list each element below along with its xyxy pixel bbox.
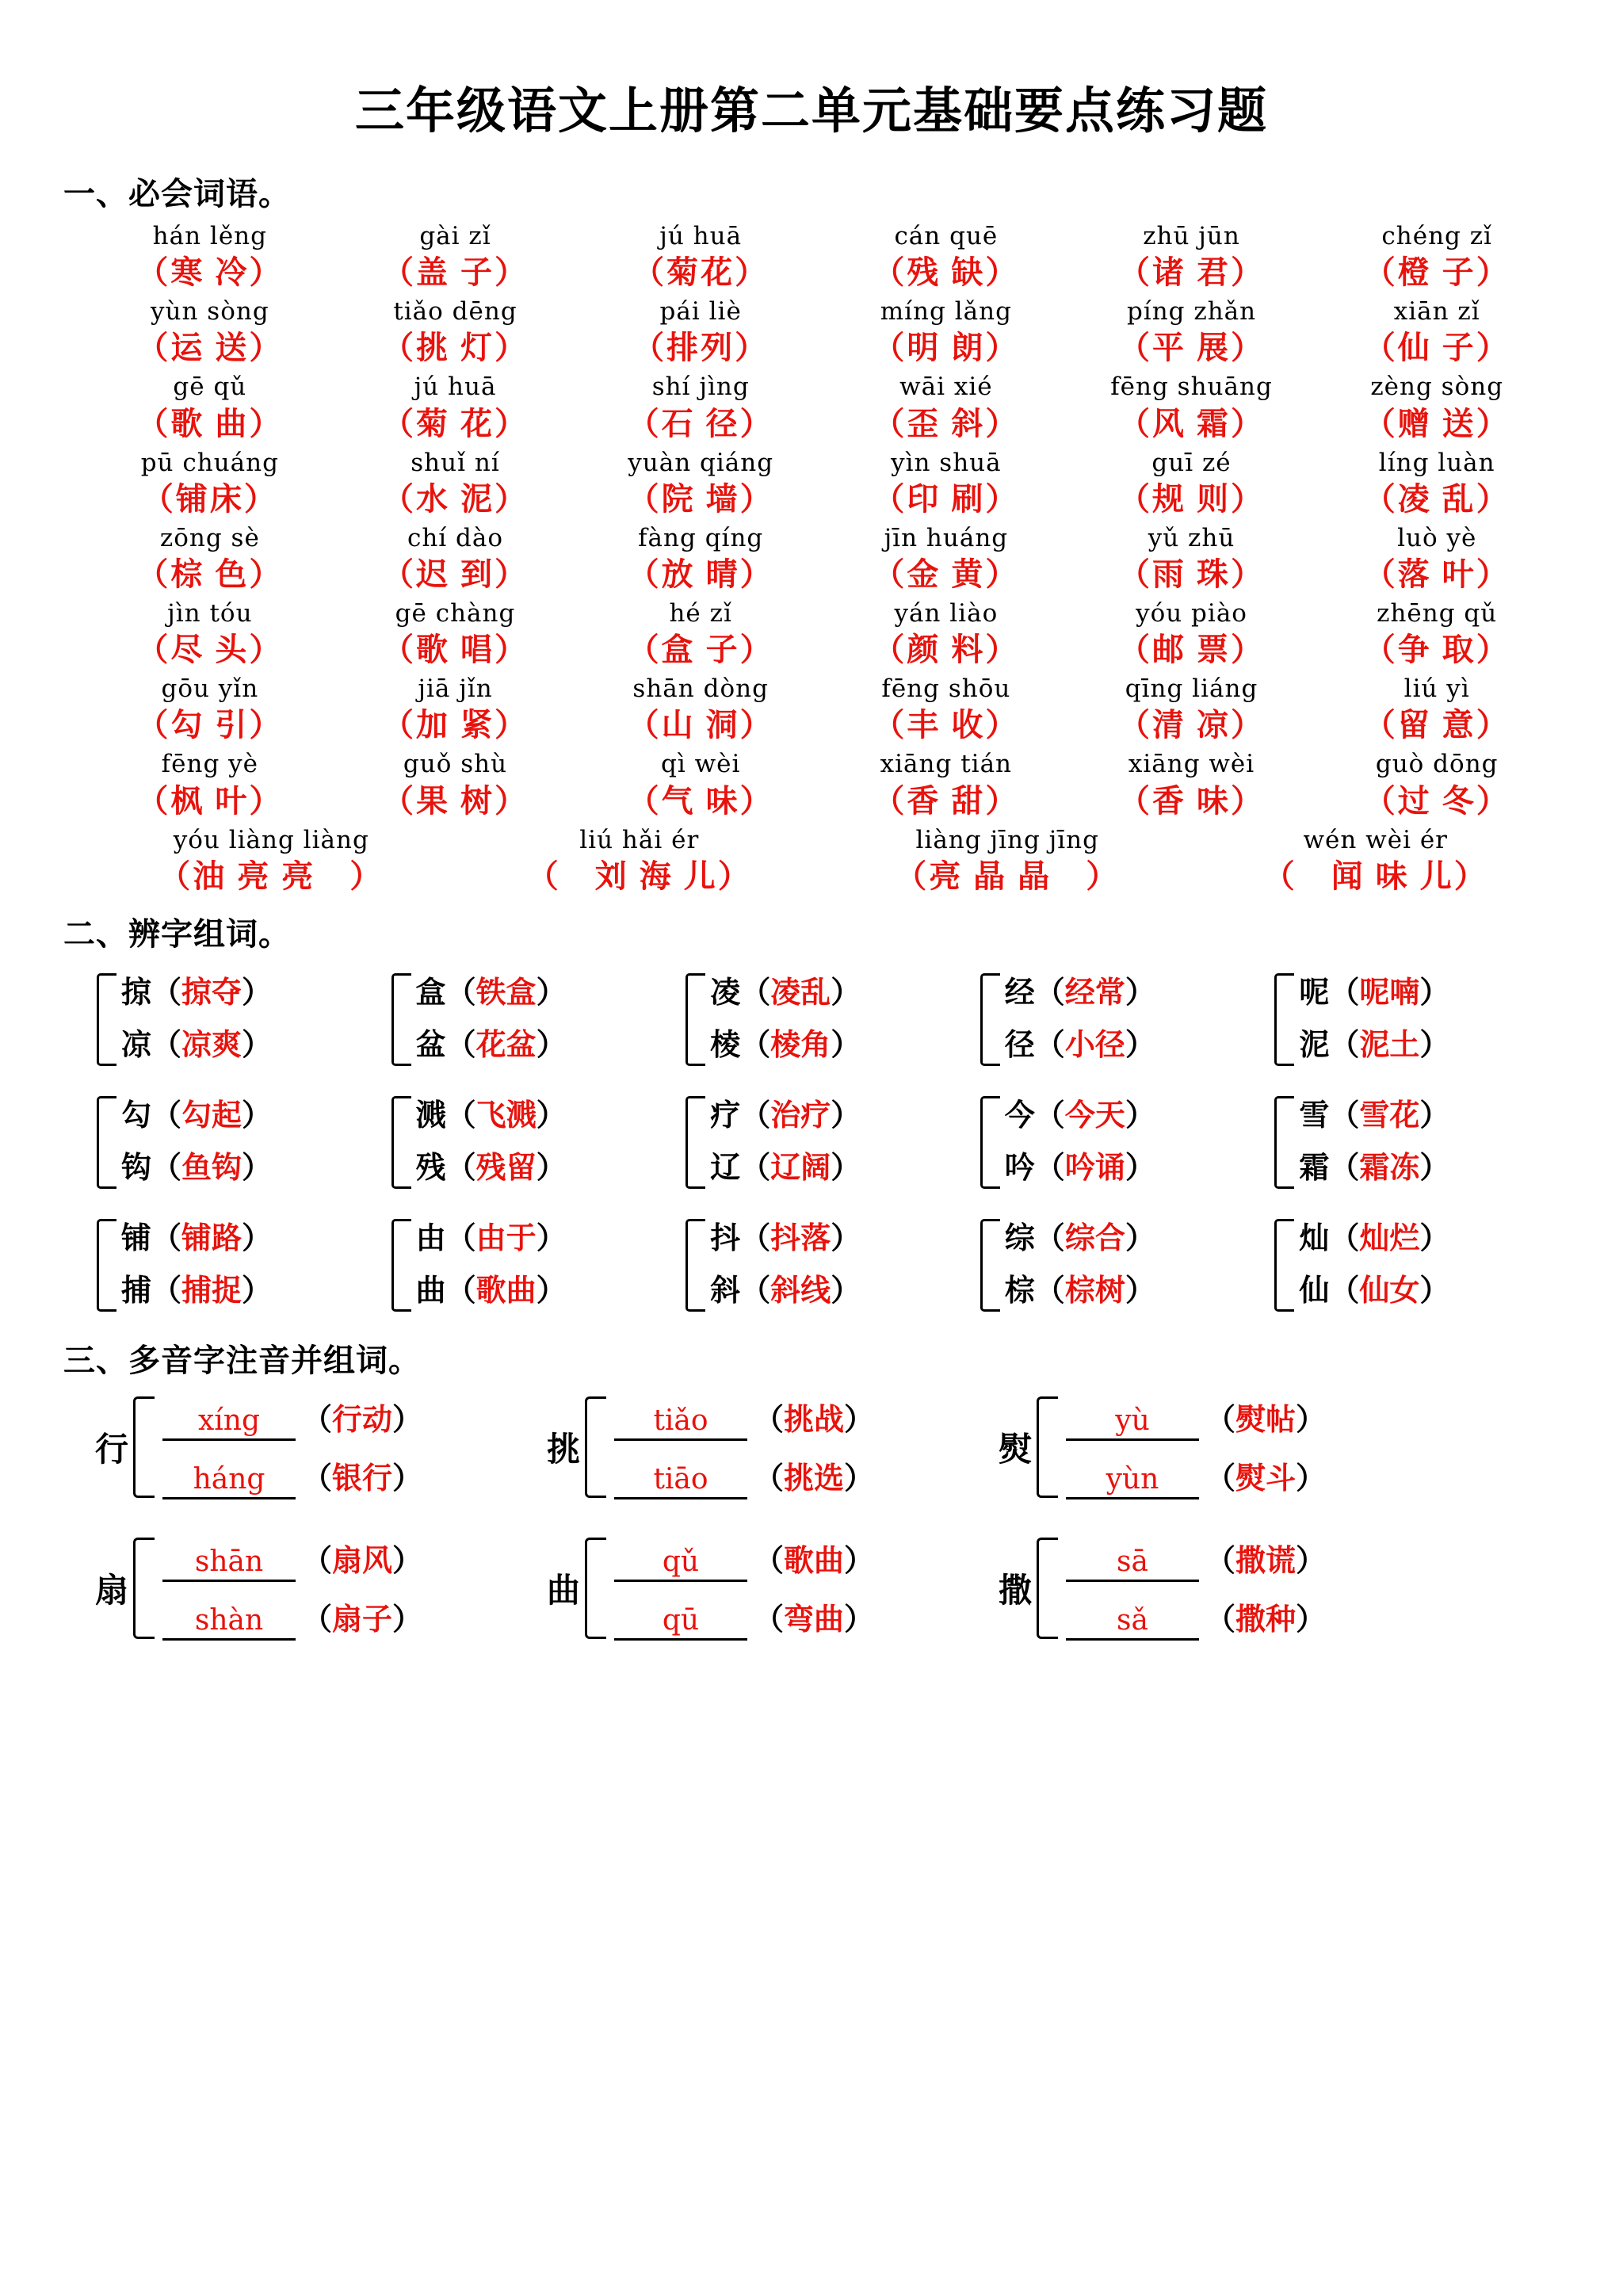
brace-icon <box>1274 973 1294 1066</box>
word-cell <box>1069 297 1315 369</box>
polyphone-line <box>162 1395 422 1441</box>
char-pair-line: 溅（飞溅） <box>415 1098 567 1133</box>
answer-text: （院 墙） <box>627 480 774 517</box>
answer-text: （枫 叶） <box>136 782 284 819</box>
word-cell <box>333 449 579 521</box>
word-cell <box>1192 826 1560 898</box>
pinyin-text: líng luàn <box>1378 448 1495 477</box>
pinyin-blank[interactable]: háng <box>162 1463 296 1499</box>
pinyin-text: jìn tóu <box>167 598 253 628</box>
char-pair-line: 凉（凉爽） <box>121 1029 273 1063</box>
answer-text: （盖 子） <box>382 254 529 291</box>
word-cell <box>823 599 1069 671</box>
char-pair-group <box>979 967 1274 1072</box>
char-pair-line: 由（由于） <box>415 1221 567 1255</box>
polyphone-char: 扇 <box>95 1572 129 1610</box>
section-heading-three: 三、多音字注音并组词。 <box>63 1342 421 1378</box>
char-pair-line: 径（小径） <box>1004 1029 1155 1063</box>
pinyin-text: yùn sòng <box>150 297 269 327</box>
char-pair-line: 斜（斜线） <box>710 1274 861 1308</box>
pinyin-text: fàng qíng <box>638 523 764 552</box>
char-pair-group <box>979 1090 1274 1195</box>
word-row <box>87 599 1560 671</box>
pinyin-blank[interactable]: yù <box>1066 1404 1199 1441</box>
char-pair-line: 经（经常） <box>1004 976 1155 1010</box>
pinyin-blank[interactable]: xíng <box>162 1404 296 1441</box>
word-row <box>87 524 1560 596</box>
answer-text: （棕 色） <box>136 556 284 592</box>
pinyin-text: yìn shuā <box>891 448 1002 477</box>
answer-text: （歌 曲） <box>136 405 284 441</box>
word-cell <box>578 449 823 521</box>
brace-icon <box>97 1096 116 1189</box>
char-pair-line: 抖（抖落） <box>710 1221 861 1255</box>
pinyin-blank[interactable]: qū <box>614 1604 747 1641</box>
word-cell <box>1314 222 1560 294</box>
char-pair-line: 呢（呢喃） <box>1299 976 1450 1010</box>
word-cell <box>1314 297 1560 369</box>
section-heading-one: 一、必会词语。 <box>63 176 291 212</box>
answer-text: （仙 子） <box>1363 330 1510 366</box>
brace-icon <box>585 1538 606 1639</box>
pinyin-blank[interactable]: tiǎo <box>614 1404 747 1441</box>
pinyin-text: liàng jīng jīng <box>915 825 1099 854</box>
polyphone-line <box>1066 1536 1326 1582</box>
brace-icon <box>980 1219 1000 1312</box>
answer-text: （颜 料） <box>873 632 1020 668</box>
answer-text: （石 径） <box>627 405 774 441</box>
char-pairs-block <box>55 967 1568 1318</box>
answer-text: （规 则） <box>1118 480 1266 517</box>
answer-text: （橙 子） <box>1363 254 1510 291</box>
pinyin-text: yán liào <box>894 598 999 628</box>
char-pair-group <box>979 1213 1274 1318</box>
polyphone-word: （撒谎） <box>1205 1544 1327 1578</box>
answer-text: （水 泥） <box>382 480 529 517</box>
polyphone-word: （银行） <box>302 1461 423 1496</box>
pinyin-text: fēng shuāng <box>1110 372 1273 402</box>
char-pair-group <box>390 1090 685 1195</box>
char-pair-line: 钩（鱼钩） <box>121 1152 273 1186</box>
char-pair-line: 棱（棱角） <box>710 1029 861 1063</box>
polyphone-word: （挑战） <box>754 1403 875 1437</box>
polyphone-line <box>614 1536 874 1582</box>
answer-text: （落 叶） <box>1363 556 1510 592</box>
pinyin-text: yóu piào <box>1136 598 1247 628</box>
char-pair-line: 捕（捕捉） <box>121 1274 273 1308</box>
answer-text: （菊花） <box>632 254 769 291</box>
section-heading-two: 二、辨字组词。 <box>63 915 291 952</box>
polyphone-word: （撒种） <box>1205 1603 1327 1637</box>
polyphone-word: （熨帖） <box>1205 1403 1327 1437</box>
answer-text: （放 晴） <box>627 556 774 592</box>
answer-text: （丰 收） <box>873 707 1020 743</box>
pinyin-text: jú huā <box>414 372 497 402</box>
pinyin-text: yǔ zhū <box>1148 523 1235 552</box>
word-row-wide <box>87 826 1560 898</box>
char-pair-line: 灿（灿烂） <box>1299 1221 1450 1255</box>
pinyin-text: liú yì <box>1403 674 1470 704</box>
brace-icon <box>391 973 411 1066</box>
word-cell <box>578 750 823 822</box>
word-cell <box>1069 222 1315 294</box>
polyphone-line <box>162 1536 422 1582</box>
word-cell <box>87 599 333 671</box>
polyphone-line <box>1066 1595 1326 1641</box>
pinyin-text: zōng sè <box>159 523 260 552</box>
pinyin-text: luò yè <box>1397 523 1477 552</box>
word-row <box>87 372 1560 445</box>
polyphone-char: 行 <box>95 1431 129 1469</box>
polyphone-word: （行动） <box>302 1403 423 1437</box>
pinyin-text: wāi xié <box>899 372 993 402</box>
pinyin-blank[interactable]: shān <box>162 1545 296 1582</box>
char-pair-group <box>1273 967 1568 1072</box>
answer-text: （油 亮 亮 ） <box>158 858 384 894</box>
answer-text: （盒 子） <box>627 632 774 668</box>
pinyin-text: shān dòng <box>632 674 769 704</box>
polyphone-group <box>999 1389 1450 1506</box>
char-pair-line: 凌（凌乱） <box>710 976 861 1010</box>
polyphone-word: （弯曲） <box>754 1603 875 1637</box>
brace-icon <box>97 1219 116 1312</box>
polyphone-line <box>162 1595 422 1641</box>
pinyin-text: guǒ shù <box>403 750 508 779</box>
char-pair-line: 盒（铁盒） <box>415 976 567 1010</box>
word-cell <box>578 222 823 294</box>
char-pair-line: 曲（歌曲） <box>415 1274 567 1308</box>
polyphone-row <box>95 1530 1568 1647</box>
char-pair-line: 吟（吟诵） <box>1004 1152 1155 1186</box>
polyphone-line <box>614 1395 874 1441</box>
pinyin-blank[interactable]: yùn <box>1066 1463 1199 1499</box>
answer-text: （清 凉） <box>1118 707 1266 743</box>
word-cell <box>333 524 579 596</box>
char-pair-group <box>390 1213 685 1318</box>
page-title: 三年级语文上册第二单元基础要点练习题 <box>354 85 1268 139</box>
polyphone-word: （歌曲） <box>754 1544 875 1578</box>
polyphone-word: （挑选） <box>754 1461 875 1496</box>
pinyin-text: cán quē <box>894 222 999 250</box>
pinyin-text: míng lǎng <box>880 297 1012 327</box>
brace-icon <box>133 1538 155 1639</box>
word-cell <box>87 750 333 822</box>
word-cell <box>456 826 824 898</box>
char-pair-line: 棕（棕树） <box>1004 1274 1155 1308</box>
word-cell <box>578 297 823 369</box>
answer-text: （印 刷） <box>873 480 1020 517</box>
char-pair-line: 综（综合） <box>1004 1221 1155 1255</box>
pinyin-blank[interactable]: qǔ <box>614 1545 747 1582</box>
brace-icon <box>1274 1096 1294 1189</box>
word-grid <box>55 222 1568 898</box>
word-cell <box>87 297 333 369</box>
char-pair-line: 掠（掠夺） <box>121 976 273 1010</box>
brace-icon <box>1274 1219 1294 1312</box>
brace-icon <box>980 1096 1000 1189</box>
char-pair-line: 辽（辽阔） <box>710 1152 861 1186</box>
pinyin-text: píng zhǎn <box>1126 297 1257 327</box>
word-cell <box>1069 372 1315 445</box>
pinyin-text: xiāng wèi <box>1128 750 1255 779</box>
polyphone-block <box>55 1389 1568 1647</box>
word-cell <box>1069 449 1315 521</box>
polyphone-line <box>1066 1454 1326 1499</box>
brace-icon <box>97 973 116 1066</box>
brace-icon <box>685 1219 705 1312</box>
pinyin-text: gōu yǐn <box>161 674 259 704</box>
answer-text: （邮 票） <box>1118 632 1266 668</box>
word-row <box>87 222 1560 294</box>
word-cell <box>1314 599 1560 671</box>
char-pair-group <box>684 967 979 1072</box>
answer-text: （加 紧） <box>382 707 529 743</box>
answer-text: （寒 冷） <box>136 254 284 291</box>
word-cell <box>823 449 1069 521</box>
word-row <box>87 449 1560 521</box>
brace-icon <box>133 1396 155 1498</box>
pinyin-text: chéng zǐ <box>1381 222 1492 250</box>
char-pairs-row <box>95 1213 1568 1318</box>
pinyin-text: gē qǔ <box>173 372 247 402</box>
char-pairs-row <box>95 967 1568 1072</box>
word-cell <box>1314 372 1560 445</box>
word-cell <box>1069 524 1315 596</box>
answer-text: （铺床） <box>141 480 278 517</box>
word-row <box>87 297 1560 369</box>
word-cell <box>333 750 579 822</box>
answer-text: （果 树） <box>382 782 529 819</box>
word-cell <box>333 674 579 747</box>
char-pair-line: 今（今天） <box>1004 1098 1155 1133</box>
pinyin-text: shuǐ ní <box>411 448 500 477</box>
answer-text: （香 味） <box>1118 782 1266 819</box>
pinyin-text: fēng yè <box>161 750 258 779</box>
pinyin-text: yóu liàng liàng <box>173 825 369 854</box>
answer-text: （雨 珠） <box>1118 556 1266 592</box>
answer-text: （歪 斜） <box>873 405 1020 441</box>
pinyin-text: jiā jǐn <box>418 674 493 704</box>
char-pair-group <box>95 967 390 1072</box>
word-row <box>87 750 1560 822</box>
pinyin-text: gē chàng <box>395 598 516 628</box>
char-pair-group <box>390 967 685 1072</box>
polyphone-char: 曲 <box>547 1572 581 1610</box>
answer-text: （平 展） <box>1118 330 1266 366</box>
word-cell <box>87 674 333 747</box>
answer-text: （歌 唱） <box>382 632 529 668</box>
char-pair-line: 霜（霜冻） <box>1299 1152 1450 1186</box>
word-cell <box>578 599 823 671</box>
word-cell <box>823 524 1069 596</box>
word-cell <box>1069 674 1315 747</box>
polyphone-word: （扇风） <box>302 1544 423 1578</box>
answer-text: （明 朗） <box>873 330 1020 366</box>
brace-icon <box>585 1396 606 1498</box>
word-cell <box>333 599 579 671</box>
pinyin-blank[interactable]: sā <box>1066 1545 1199 1582</box>
pinyin-text: xiāng tián <box>880 750 1013 779</box>
char-pair-group <box>684 1213 979 1318</box>
answer-text: （香 甜） <box>873 782 1020 819</box>
word-cell <box>823 297 1069 369</box>
pinyin-text: hé zǐ <box>669 598 732 628</box>
polyphone-char: 熨 <box>999 1431 1033 1469</box>
answer-text: （诸 君） <box>1118 254 1266 291</box>
word-cell <box>1314 449 1560 521</box>
answer-text: （菊 花） <box>382 405 529 441</box>
polyphone-group <box>547 1530 999 1647</box>
word-cell <box>1314 674 1560 747</box>
answer-text: （ 刘 海 儿） <box>526 858 752 894</box>
pinyin-text: guò dōng <box>1375 750 1499 779</box>
brace-icon <box>391 1096 411 1189</box>
word-cell <box>1314 750 1560 822</box>
char-pair-line: 泥（泥土） <box>1299 1029 1450 1063</box>
char-pair-group <box>1273 1090 1568 1195</box>
pinyin-text: shí jìng <box>651 372 750 402</box>
brace-icon <box>391 1219 411 1312</box>
char-pair-group <box>684 1090 979 1195</box>
pinyin-text: tiǎo dēng <box>393 297 517 327</box>
char-pair-line: 勾（勾起） <box>121 1098 273 1133</box>
char-pair-line: 雪（雪花） <box>1299 1098 1450 1133</box>
word-cell <box>578 372 823 445</box>
answer-text: （气 味） <box>627 782 774 819</box>
pinyin-text: pū chuáng <box>140 448 279 477</box>
pinyin-text: wén wèi ér <box>1303 825 1448 854</box>
polyphone-char: 挑 <box>547 1431 581 1469</box>
word-cell <box>578 674 823 747</box>
answer-text: （挑 灯） <box>382 330 529 366</box>
char-pair-line: 铺（铺路） <box>121 1221 273 1255</box>
word-cell <box>823 826 1192 898</box>
word-cell <box>823 372 1069 445</box>
word-cell <box>823 222 1069 294</box>
pinyin-text: qì wèi <box>660 750 741 779</box>
pinyin-text: zhū jūn <box>1143 222 1240 250</box>
word-cell <box>1069 750 1315 822</box>
word-cell <box>823 674 1069 747</box>
pinyin-text: liú hǎi ér <box>579 825 700 854</box>
answer-text: （尽 头） <box>136 632 284 668</box>
pinyin-text: chí dào <box>407 523 504 552</box>
polyphone-line <box>1066 1395 1326 1441</box>
word-cell <box>1069 599 1315 671</box>
char-pair-group <box>1273 1213 1568 1318</box>
pinyin-text: yuàn qiáng <box>628 448 774 477</box>
word-cell <box>1314 524 1560 596</box>
answer-text: （过 冬） <box>1363 782 1510 819</box>
polyphone-line <box>614 1595 874 1641</box>
polyphone-group <box>547 1389 999 1506</box>
answer-text: （亮 晶 晶 ） <box>895 858 1121 894</box>
polyphone-row <box>95 1389 1568 1506</box>
answer-text: （争 取） <box>1363 632 1510 668</box>
answer-text: （排列） <box>632 330 769 366</box>
word-cell <box>333 372 579 445</box>
char-pair-line: 盆（花盆） <box>415 1029 567 1063</box>
pinyin-blank[interactable]: shàn <box>162 1604 296 1641</box>
pinyin-text: hán lěng <box>152 222 267 250</box>
pinyin-text: zèng sòng <box>1370 372 1504 402</box>
answer-text: （残 缺） <box>873 254 1020 291</box>
char-pair-group <box>95 1090 390 1195</box>
char-pair-line: 仙（仙女） <box>1299 1274 1450 1308</box>
pinyin-text: zhēng qǔ <box>1377 598 1498 628</box>
brace-icon <box>685 973 705 1066</box>
pinyin-text: gài zǐ <box>419 222 491 250</box>
char-pair-line: 疗（治疗） <box>710 1098 861 1133</box>
answer-text: （运 送） <box>136 330 284 366</box>
brace-icon <box>980 973 1000 1066</box>
pinyin-blank[interactable]: tiāo <box>614 1463 747 1499</box>
polyphone-group <box>95 1530 547 1647</box>
word-cell <box>578 524 823 596</box>
answer-text: （ 闻 味 儿） <box>1262 858 1488 894</box>
pinyin-text: guī zé <box>1151 448 1232 477</box>
word-cell <box>333 222 579 294</box>
pinyin-text: jú huā <box>659 222 743 250</box>
answer-text: （金 黄） <box>873 556 1020 592</box>
word-cell <box>87 524 333 596</box>
answer-text: （山 洞） <box>627 707 774 743</box>
polyphone-line <box>162 1454 422 1499</box>
brace-icon <box>685 1096 705 1189</box>
word-cell <box>333 297 579 369</box>
char-pairs-row <box>95 1090 1568 1195</box>
word-cell <box>823 750 1069 822</box>
brace-icon <box>1037 1396 1058 1498</box>
pinyin-text: qīng liáng <box>1125 674 1258 704</box>
answer-text: （凌 乱） <box>1363 480 1510 517</box>
word-cell <box>87 222 333 294</box>
answer-text: （留 意） <box>1363 707 1510 743</box>
polyphone-word: （熨斗） <box>1205 1461 1327 1496</box>
polyphone-group <box>999 1530 1450 1647</box>
brace-icon <box>1037 1538 1058 1639</box>
polyphone-char: 撒 <box>999 1572 1033 1610</box>
answer-text: （勾 引） <box>136 707 284 743</box>
pinyin-blank[interactable]: sǎ <box>1066 1604 1199 1641</box>
pinyin-text: xiān zǐ <box>1393 297 1480 327</box>
polyphone-word: （扇子） <box>302 1603 423 1637</box>
word-row <box>87 674 1560 747</box>
char-pair-line: 残（残留） <box>415 1152 567 1186</box>
pinyin-text: jīn huáng <box>884 523 1009 552</box>
answer-text: （赠 送） <box>1363 405 1510 441</box>
word-cell <box>87 449 333 521</box>
pinyin-text: fēng shōu <box>881 674 1011 704</box>
char-pair-group <box>95 1213 390 1318</box>
word-cell <box>87 372 333 445</box>
answer-text: （迟 到） <box>382 556 529 592</box>
answer-text: （风 霜） <box>1118 405 1266 441</box>
word-cell <box>87 826 456 898</box>
pinyin-text: pái liè <box>659 297 742 327</box>
polyphone-group <box>95 1389 547 1506</box>
polyphone-line <box>614 1454 874 1499</box>
